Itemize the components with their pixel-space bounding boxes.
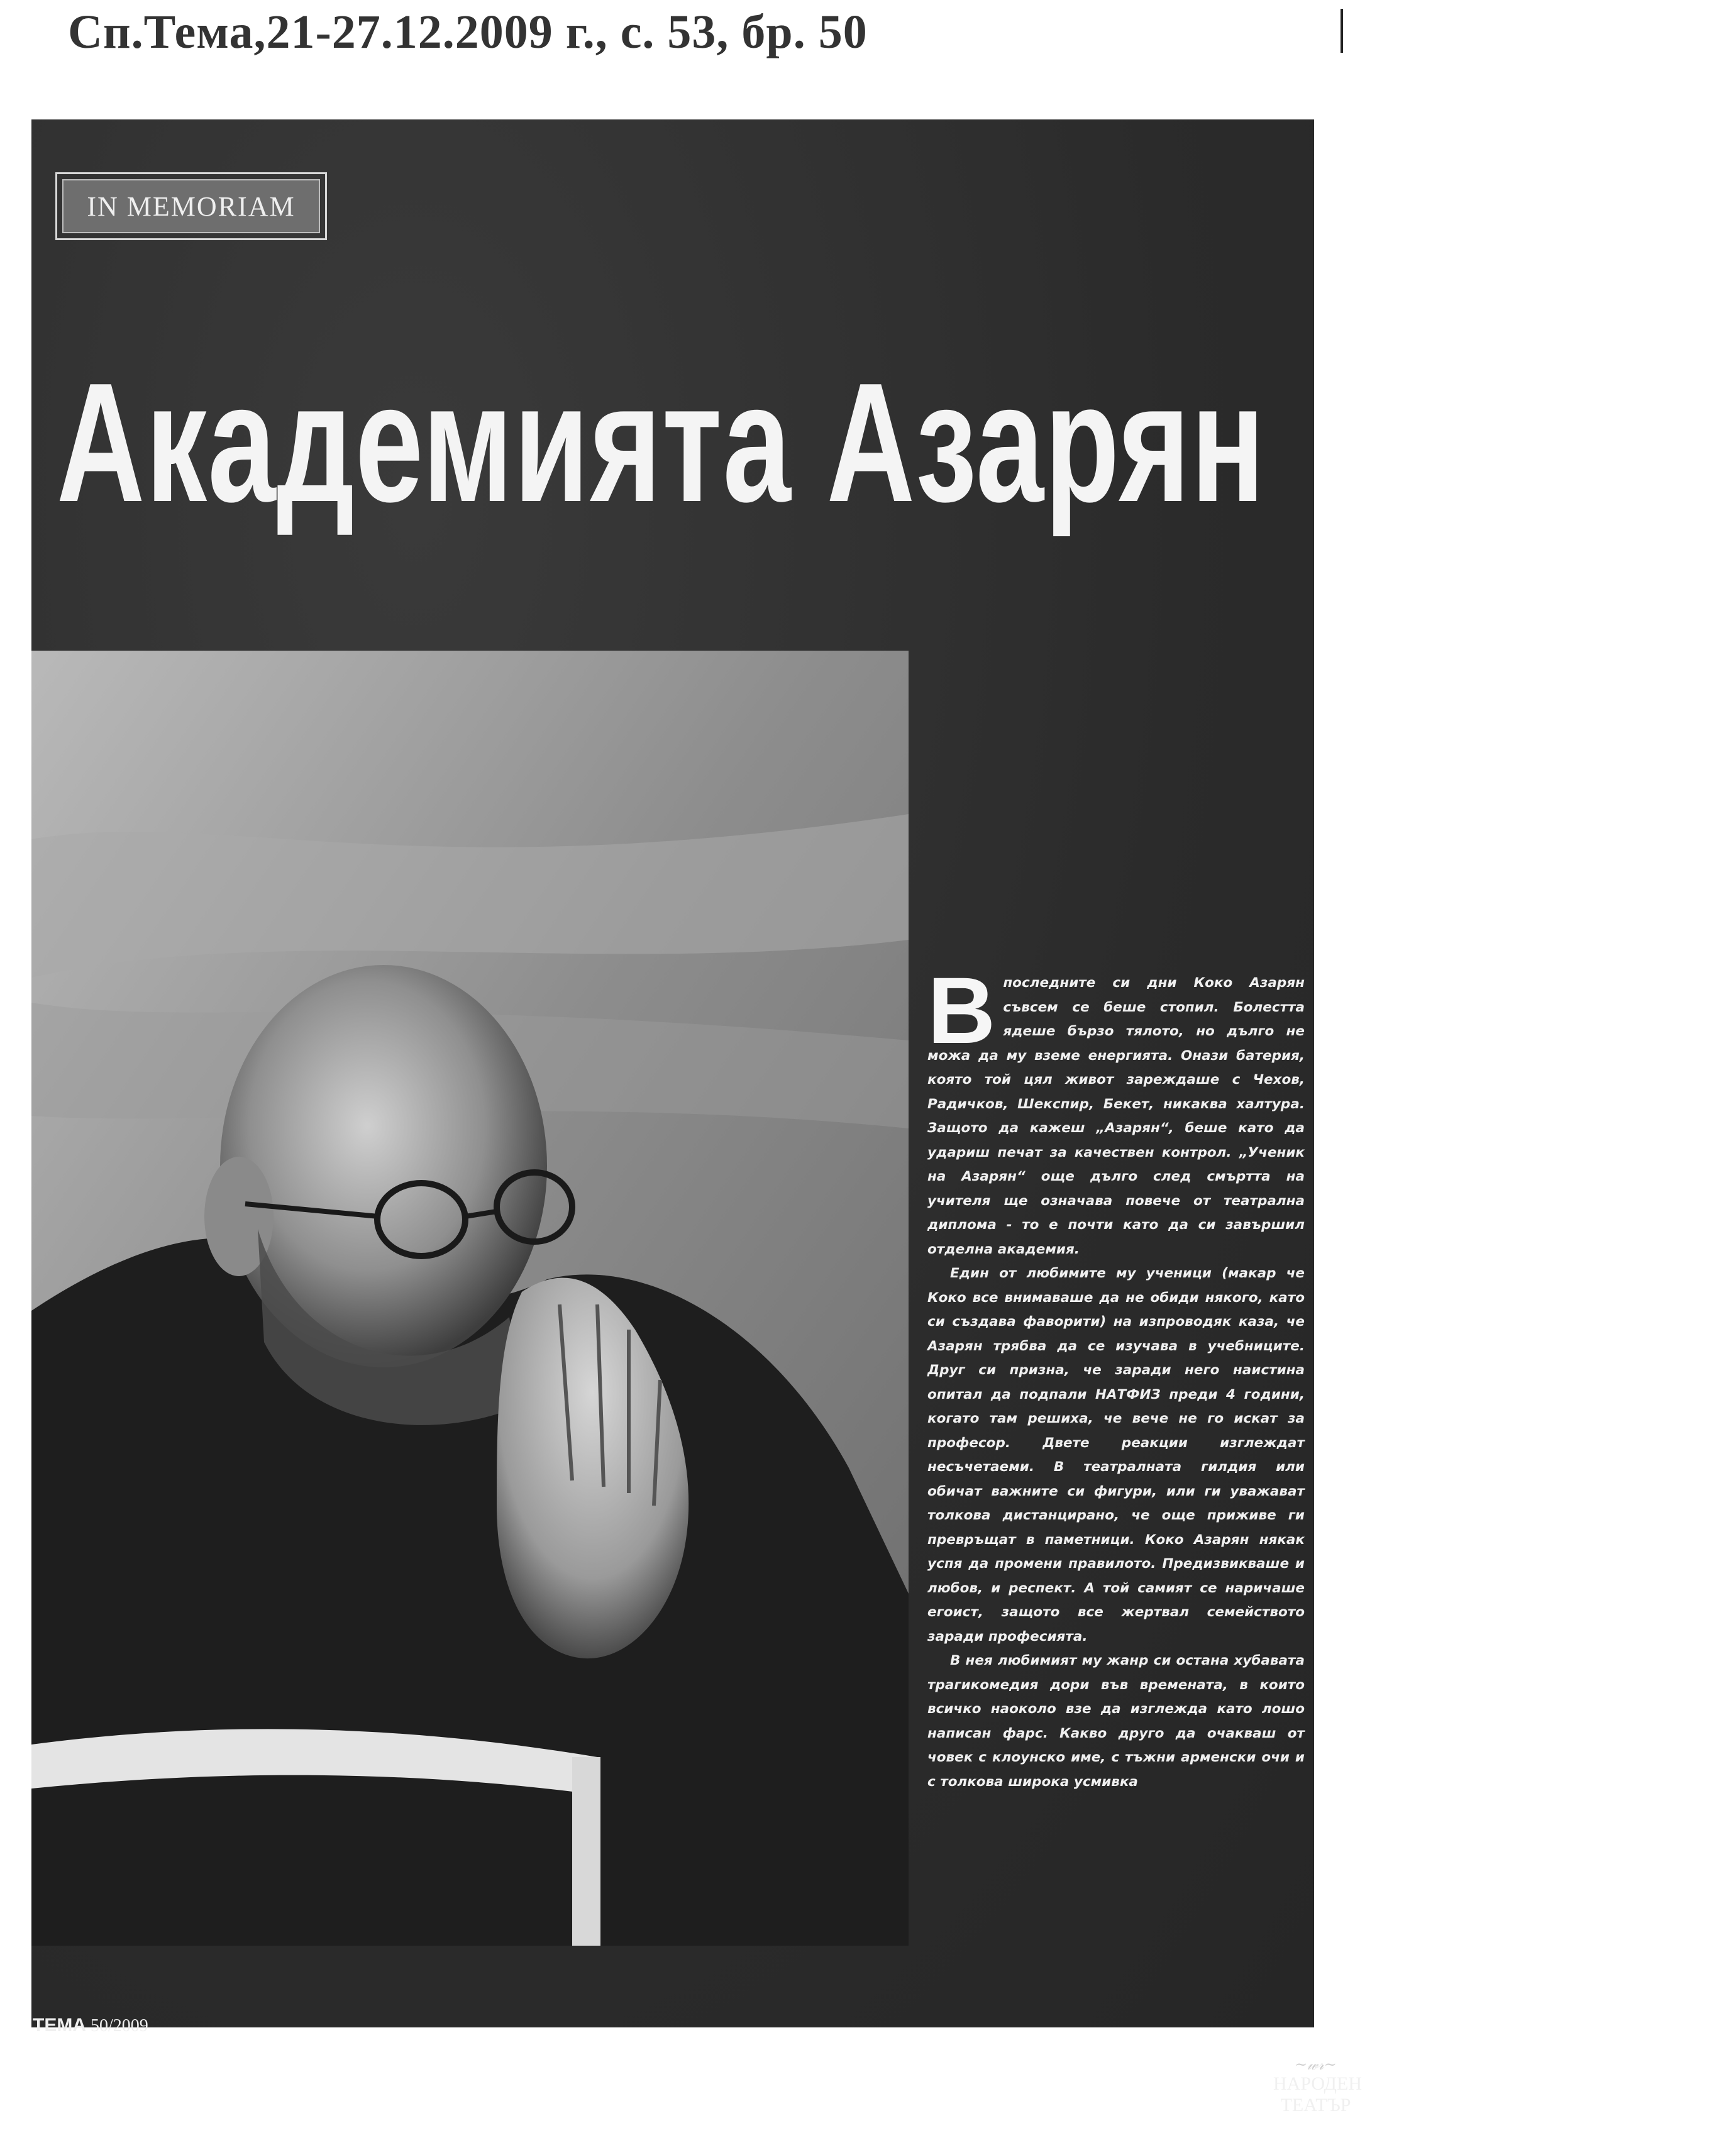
magazine-page [31,119,1363,2115]
footer-issue-number: 50/2009 [91,2016,148,2036]
headline-text: Академията Азарян [57,348,1266,538]
stamp-line2: ТЕАТЪР [1280,2095,1351,2115]
article-paragraph: последните си дни Коко Азарян съвсем се беше стопил. Болестта ядеше бързо тялото, но дълго не можа да му вземе енергията. Онази батерия, която той цял живот зареждаше с Чехов, Радичков, Шекспир, Бекет, никаква халтура. Защото да кажеш „Азарян“, беше като да удариш печат за качествен контрол. „Ученик на Азарян“ още дълго след смъртта на учителя ще означава повече от театрална диплома - то е почти като да си завършил отделна академия. [927,975,1305,1257]
footer-issue [33,2015,148,2036]
scan-edge-mark [1341,9,1343,53]
article-paragraph: В нея любимият му жанр си остана хубавата трагикомедия дори във времената, в които всичко наоколо взе да изглежда като лошо написан фарс. Какво друго да очакваш от човек с клоунско име, с тъжни арменски очи и с толкова широка усмивка [927,1653,1305,1790]
section-tag-label: IN MEMORIAM [87,190,296,222]
stamp-signature: ~𝓌𝓇~ [1295,2056,1337,2073]
theatre-stamp [1273,2056,1363,2150]
section-tag-box [62,179,320,233]
section-tag [55,172,327,240]
clipping-citation: Сп.Тема,21-27.12.2009 г., с. 53, бр. 50 [68,6,868,58]
portrait-photo-image [31,651,909,1946]
footer-magazine: ТЕМА [33,2015,86,2036]
article-paragraph: Един от любимите му ученици (макар че Коко все внимаваше да не обиди някого, като си създава фаворити) на изпроводяк каза, че Азарян трябва да се изучава в учебниците. Друг си призна, че заради него наистина опитал да подпали НАТФИЗ преди 4 години, когато там решиха, че вече не го искат за професор. Двете реакции изглеждат несъчетаеми. В театралната гилдия или обичат важните си фигури, или ги уважават толкова дистанцирано, че още приживе ги превръщат в паметници. Коко Азарян някак успя да промени правилото. Предизвикваше и любов, и респект. А той самият се наричаше егоист, защото все жертвал семейството заради професията. [927,1265,1305,1645]
drop-cap: В [927,957,996,1063]
portrait-photo [31,651,909,1946]
stamp-line1: НАРОДЕН [1273,2073,1363,2094]
article-body [927,957,1305,1794]
headline [57,339,1289,547]
